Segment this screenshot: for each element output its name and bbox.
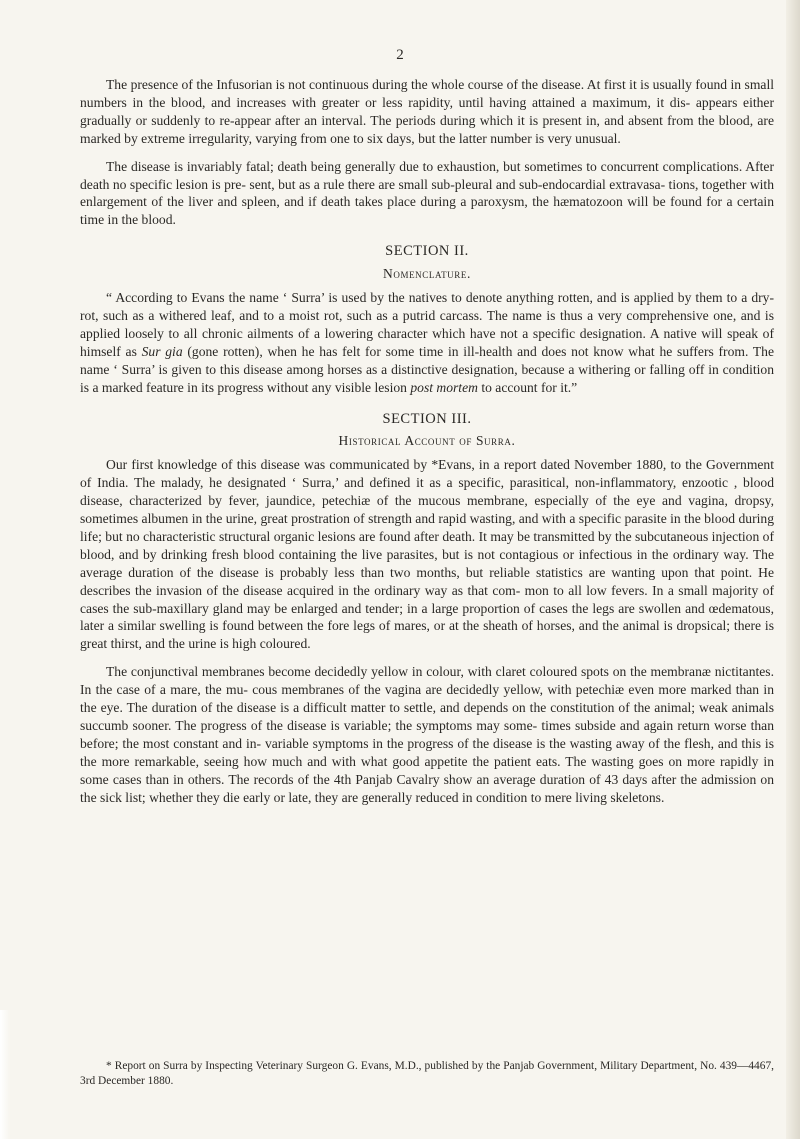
section-2-heading: SECTION II. <box>385 243 469 260</box>
page-edge-shadow <box>786 0 800 1139</box>
footnote: * Report on Surra by Inspecting Veterinary Surgeon G. Evans, M.D., published by the Panjab Government, Military Department, No. 439—4467, 3rd December 1880. <box>80 1060 774 1087</box>
paragraph-first-knowledge: Our first knowledge of this disease was communicated by *Evans, in a report dated November 1880, to the Government of India. The malady, he designated ‘ Surra,’ and defined it as a specific, parasitical, non-inflammatory, enzootic , blood disease, characterized by fever, jaundice, petechiæ of the mucous membrane, especially of the eye and vagina, dropsy, sometimes albumen in the urine, great prostration of strength and rapid wasting, and with a specific parasite in the blood during life; but no characteristic structural organic lesions are found after death. It may be transmitted by the subcutaneous injection of blood, and by drinking fresh blood containing the live parasites, but is not contagious or infectious in the ordinary way. The average duration of the disease is probably less than two months, but reliable statistics are wanting upon that point. He describes the invasion of the disease acquired in the ordinary way as that com- mon to all low fevers. In a small majority of cases the sub-maxillary gland may be enlarged and tender; in a large proportion of cases the legs are swollen and œdematous, later a similar swelling is found between the fore legs of mares, or at the sheath of horses, and the animal is dropsical; there is great thirst, and the urine is high coloured. <box>80 457 774 652</box>
paragraph-infusorian-presence: The presence of the Infusorian is not continuous during the whole course of the disease. At first it is usually found in small numbers in the blood, and increases with greater or less rapidity, until having attained a maximum, it dis- appears either gradually or suddenly to re-appear after an interval. The periods during which it is present in, and absent from the blood, are marked by extreme irregularity, varying from one to six days, but the latter number is very unusual. <box>80 77 774 146</box>
page-number: 2 <box>396 47 404 63</box>
section-2-subheading: Nomenclature. <box>383 266 471 282</box>
section-3-subheading: Historical Account of Surra. <box>338 433 516 449</box>
term-post-mortem: post mortem <box>410 379 478 395</box>
paragraph-nomenclature <box>80 289 774 396</box>
paragraph-conjunctival-membranes: The conjunctival membranes become decidedly yellow in colour, with claret coloured spots on the membranæ nictitantes. In the case of a mare, the mu- cous membranes of the vagina are decidedly yellow, with petechiæ even more marked than in the eye. The duration of the disease is a difficult matter to settle, and depends on the constitution of the animal; weak animals succumb sooner. The progress of the disease is variable; the symptoms may some- times subside and again return worse than before; the most constant and in- variable symptoms in the progress of the disease is the wasting away of the flesh, and this is the more remarkable, seeing how much and with what good appetite the patient eats. The wasting goes on more rapidly in some cases than in others. The records of the 4th Panjab Cavalry show an average duration of 43 days after the admission on the sick list; whether they die early or late, they are generally reduced in condition to mere living skeletons. <box>80 664 774 805</box>
nomenclature-text-end: to account for it.” <box>477 379 578 395</box>
body-text <box>80 76 774 817</box>
page-edge-highlight <box>0 1010 10 1139</box>
section-3-heading: SECTION III. <box>382 410 472 427</box>
paragraph-disease-fatal: The disease is invariably fatal; death being generally due to exhaustion, but sometimes to concurrent complications. After death no specific lesion is pre- sent, but as a rule there are small sub-pleural and sub-endocardial extravasa- tions, together with enlargement of the liver and spleen, and if death takes place during a paroxysm, the hæmatozoon will be found for a certain time in the blood. <box>80 158 774 228</box>
nomenclature-text-middle: (gone rotten), when he has felt for some time in ill-health and does not know what he suffers from. The name ‘ Surra’ is given to this disease among horses as a distinctive designation, because a withering or falling off in condition is a marked feature in its progress without any visible lesion <box>80 343 774 395</box>
term-sur-gia: Sur gia <box>141 343 183 359</box>
nomenclature-text-start: “ According to Evans the name ‘ Surra’ is used by the natives to denote anything rotten, and is applied by them to a dry-rot, such as a withered leaf, and to a moist rot, such as a putrid carcass. The name is thus a very comprehensive one, and is applied loosely to all chronic ailments of a lowering character which have not a specific designation. A native will speak of himself as <box>80 290 774 359</box>
